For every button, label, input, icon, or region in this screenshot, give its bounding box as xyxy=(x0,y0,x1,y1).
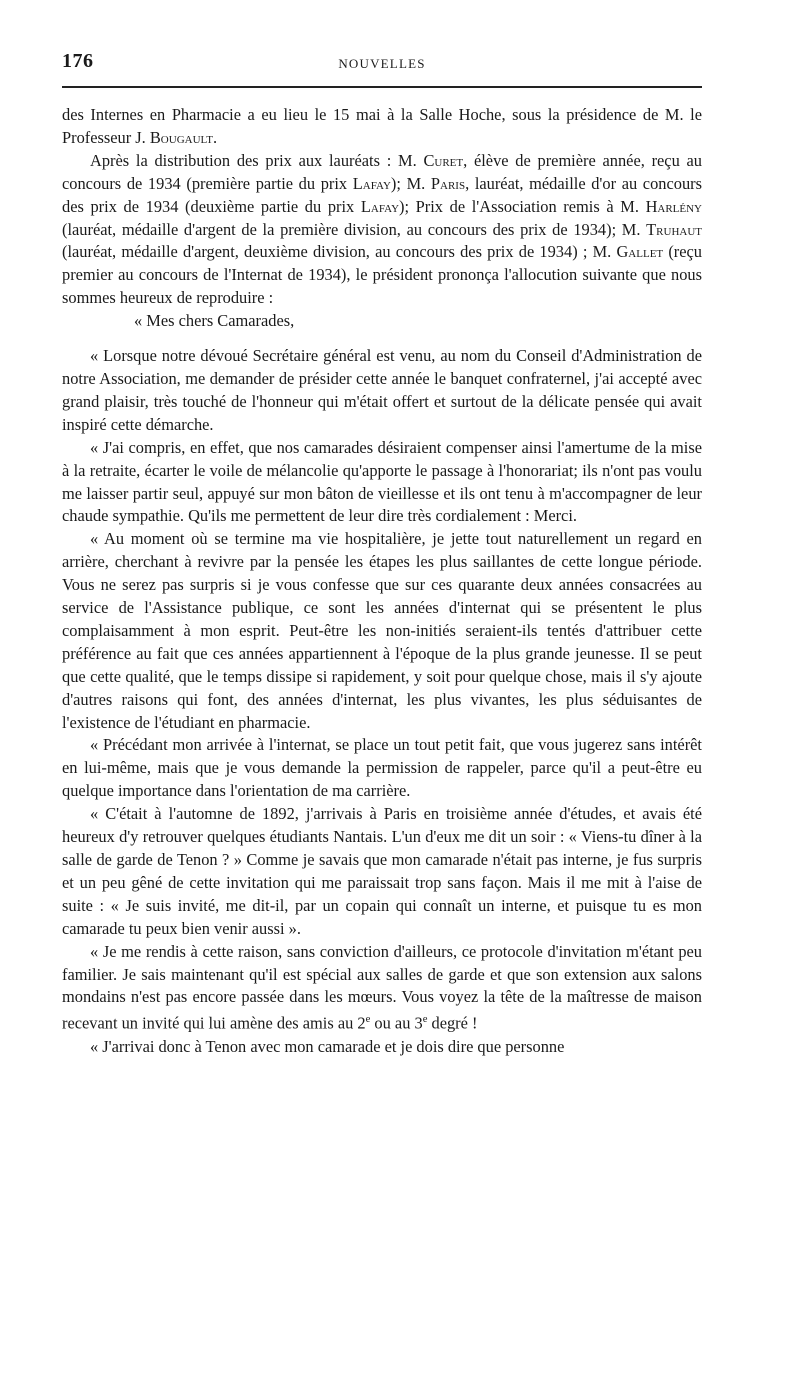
person-name: Gallet xyxy=(616,242,664,262)
text-run: « J'arrivai donc à Tenon avec mon camarade et je dois dire que personne xyxy=(90,1036,565,1056)
text-run: ou au 3 xyxy=(370,1013,423,1033)
text-run: « J'ai compris, en effet, que nos camarades désiraient compenser ainsi l'amertume de la mise à la retraite, écarter le voile de mélancolie qu'apporte le passage à l'honorariat; ils n'ont pas voulu me laisser partir seul, appuyé sur mon bâton de vieillesse et ils ont tenu à m'accompagner de leur chaude sympathie. Qu'ils me permettent de leur dire très cordialement : Merci. xyxy=(62,437,702,526)
paragraph xyxy=(62,734,702,803)
salutation xyxy=(62,310,702,333)
running-title: NOUVELLES xyxy=(338,56,426,71)
text-run: . xyxy=(212,127,218,147)
text-run: « Mes chers Camarades, xyxy=(134,311,295,331)
text-run: « Précédant mon arrivée à l'internat, se place un tout petit fait, que vous jugerez sans intérêt en lui-même, mais que je vous demande la permission de rappeler, parce qu'il a peut-être eu quelque importance dans l'orientation de ma carrière. xyxy=(62,735,702,801)
paragraph xyxy=(62,437,702,529)
text-run: (reçu premier au concours de l'Internat de 1934), le président prononça l'allocution suivante que nous sommes heureux de reproduire : xyxy=(62,242,702,308)
text-run: (lauréat, médaille d'argent de la première division, au concours des prix de 1934); M. xyxy=(62,219,647,239)
ordinal-superscript: e xyxy=(422,1014,428,1026)
person-name: Lafay xyxy=(360,196,400,216)
text-run: « C'était à l'automne de 1892, j'arrivais à Paris en troisième année d'études, et avais été heureux d'y retrouver quelques étudiants Nantais. L'un d'eux me dit un soir : « Viens-tu dîner à la salle de garde de Tenon ? » Comme je savais que mon camarade n'était pas interne, je fus surpris et un peu gêné de cette invitation qui me paraissait trop sans façon. Mais il me mit à l'aise de suite : « Je suis invité, me dit-il, par un copain qui connaît un interne, et puisque tu es mon camarade tu peux bien venir aussi ». xyxy=(62,804,702,938)
text-run: « Lorsque notre dévoué Secrétaire général est venu, au nom du Conseil d'Administration de notre Association, me demander de présider cette année le banquet confraternel, j'ai accepté avec grand plaisir, très touché de l'honneur qui m'était offert et surtout de la délicate pensée qui avait inspiré cette démarche. xyxy=(62,346,702,434)
person-name: Bougault xyxy=(149,127,213,147)
text-run: ); Prix de l'Association remis à M. xyxy=(399,196,646,216)
person-name: Lafay xyxy=(352,173,391,193)
header-rule xyxy=(62,86,702,88)
text-run: degré ! xyxy=(427,1013,478,1033)
paragraph xyxy=(62,803,702,940)
paragraph xyxy=(62,941,702,1036)
person-name: Curet xyxy=(423,150,464,170)
page-header xyxy=(62,46,702,80)
text-run: des Internes en Pharmacie a eu lieu le 15 mai à la Salle Hoche, sous la présidence de M. le Professeur J. xyxy=(62,105,702,147)
paragraph xyxy=(62,528,702,734)
person-name: Truhaut xyxy=(646,219,702,239)
text-run: ); M. xyxy=(390,173,431,193)
text-run: Après la distribution des prix aux lauréats : M. xyxy=(90,150,424,170)
ordinal-superscript: e xyxy=(365,1014,371,1026)
paragraph xyxy=(62,1036,702,1059)
person-name: Harlény xyxy=(645,196,703,216)
text-run: « Je me rendis à cette raison, sans conviction d'ailleurs, ce protocole d'invitation m'étant peu familier. Je sais maintenant qu'il est spécial aux salles de garde et que son extension aux salons mondains n'est pas encore passée dans les mœurs. Vous voyez la tête de la maîtresse de maison recevant un invité qui lui amène des amis au 2 xyxy=(62,941,702,1033)
text-run: « Au moment où se termine ma vie hospitalière, je jette tout naturellement un regard en arrière, cherchant à revivre par la pensée les étapes les plus saillantes de cette longue période. Vous ne serez pas surpris si je vous confesse que sur ces quarante deux années consacrées au service de l'Assistance publique, ce sont les années d'internat qui se présentent le plus complaisamment à mon esprit. Peut-être les non-initiés seraient-ils tentés d'attribuer cette préférence au fait que ces années appartiennent à l'époque de la plus grande jeunesse. Il se peut que cette qualité, que le temps dissipe si rapidement, y soit pour quelque chose, mais il s'y ajoute d'autres raisons qui font, des années d'internat, les plus vivantes, les plus séduisantes de l'existence de l'étudiant en pharmacie. xyxy=(62,529,702,732)
paragraph xyxy=(62,345,702,437)
paragraph xyxy=(62,104,702,150)
paragraph xyxy=(62,150,702,310)
text-run: (lauréat, médaille d'argent, deuxième division, au concours des prix de 1934) ; M. xyxy=(62,242,617,262)
page-number: 176 xyxy=(62,50,94,72)
text-run: , élève de première année, reçu au concours de 1934 (première partie du prix xyxy=(62,150,702,193)
person-name: Paris xyxy=(430,173,466,193)
article-body xyxy=(62,104,702,1059)
text-run: , lauréat, médaille d'or au concours des prix de 1934 (deuxième partie du prix xyxy=(62,173,702,216)
